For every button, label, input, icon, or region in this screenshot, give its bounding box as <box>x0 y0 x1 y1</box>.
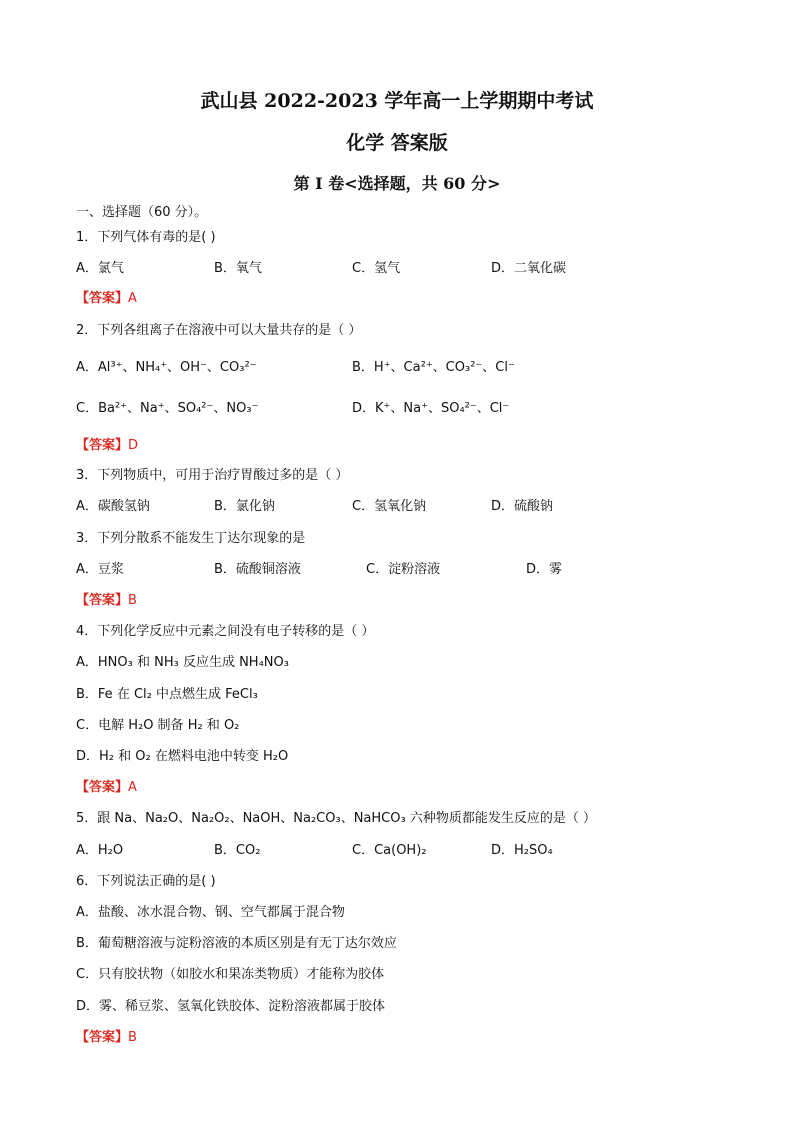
q4-option-b: B．Fe 在 Cl₂ 中点燃生成 FeCl₃ <box>76 687 258 702</box>
q2-stem: 2．下列各组离子在溶液中可以大量共存的是（ ） <box>76 323 362 338</box>
q1-option-a: A．氯气 <box>76 261 124 276</box>
q3a-option-b: B．氯化钠 <box>214 499 275 514</box>
q6-option-a: A．盐酸、冰水混合物、钢、空气都属于混合物 <box>76 905 345 920</box>
q1-answer: 【答案】A <box>76 291 137 306</box>
q6-option-d: D．雾、稀豆浆、氢氧化铁胶体、淀粉溶液都属于胶体 <box>76 999 386 1014</box>
q5-option-d: D．H₂SO₄ <box>491 843 553 858</box>
q4-stem: 4．下列化学反应中元素之间没有电子转移的是（ ） <box>76 624 375 639</box>
part-heading: 一、选择题（60 分）。 <box>76 205 208 220</box>
q3a-option-c: C．氢氧化钠 <box>352 499 427 514</box>
q3b-option-a: A．豆浆 <box>76 562 124 577</box>
q6-option-b: B．葡萄糖溶液与淀粉溶液的本质区别是有无丁达尔效应 <box>76 936 397 951</box>
q6-answer: 【答案】B <box>76 1030 137 1045</box>
q2-option-d: D．K⁺、Na⁺、SO₄²⁻、Cl⁻ <box>352 401 510 416</box>
q3b-option-d: D．雾 <box>526 562 563 577</box>
q5-stem: 5．跟 Na、Na₂O、Na₂O₂、NaOH、Na₂CO₃、NaHCO₃ 六种物质都能发生反应的是（ ） <box>76 811 596 826</box>
section-heading: 第 I 卷<选择题，共 60 分> <box>293 174 501 193</box>
q3b-stem: 3．下列分散系不能发生丁达尔现象的是 <box>76 531 306 546</box>
q4-option-c: C．电解 H₂O 制备 H₂ 和 O₂ <box>76 718 240 733</box>
q4-option-a: A．HNO₃ 和 NH₃ 反应生成 NH₄NO₃ <box>76 655 289 670</box>
q1-option-c: C．氢气 <box>352 261 401 276</box>
q6-stem: 6．下列说法正确的是( ) <box>76 874 216 889</box>
q3b-option-c: C．淀粉溶液 <box>366 562 441 577</box>
exam-subtitle: 化学 答案版 <box>346 132 448 154</box>
q3a-option-d: D．硫酸钠 <box>491 499 554 514</box>
q5-option-a: A．H₂O <box>76 843 124 858</box>
q6-option-c: C．只有胶状物（如胶水和果冻类物质）才能称为胶体 <box>76 967 385 982</box>
q1-stem: 1．下列气体有毒的是( ) <box>76 230 216 245</box>
q3a-stem: 3．下列物质中，可用于治疗胃酸过多的是（ ） <box>76 468 349 483</box>
q1-option-b: B．氧气 <box>214 261 262 276</box>
q4-answer: 【答案】A <box>76 780 137 795</box>
q3b-option-b: B．硫酸铜溶液 <box>214 562 301 577</box>
exam-title: 武山县 2022-2023 学年高一上学期期中考试 <box>200 90 594 112</box>
q1-option-d: D．二氧化碳 <box>491 261 567 276</box>
q5-option-c: C．Ca(OH)₂ <box>352 843 427 858</box>
q2-answer: 【答案】D <box>76 438 139 453</box>
q2-option-c: C．Ba²⁺、Na⁺、SO₄²⁻、NO₃⁻ <box>76 401 259 416</box>
q2-option-b: B．H⁺、Ca²⁺、CO₃²⁻、Cl⁻ <box>352 360 515 375</box>
q3b-answer: 【答案】B <box>76 593 137 608</box>
q5-option-b: B．CO₂ <box>214 843 261 858</box>
q4-option-d: D．H₂ 和 O₂ 在燃料电池中转变 H₂O <box>76 749 289 764</box>
q2-option-a: A．Al³⁺、NH₄⁺、OH⁻、CO₃²⁻ <box>76 360 257 375</box>
q3a-option-a: A．碳酸氢钠 <box>76 499 150 514</box>
